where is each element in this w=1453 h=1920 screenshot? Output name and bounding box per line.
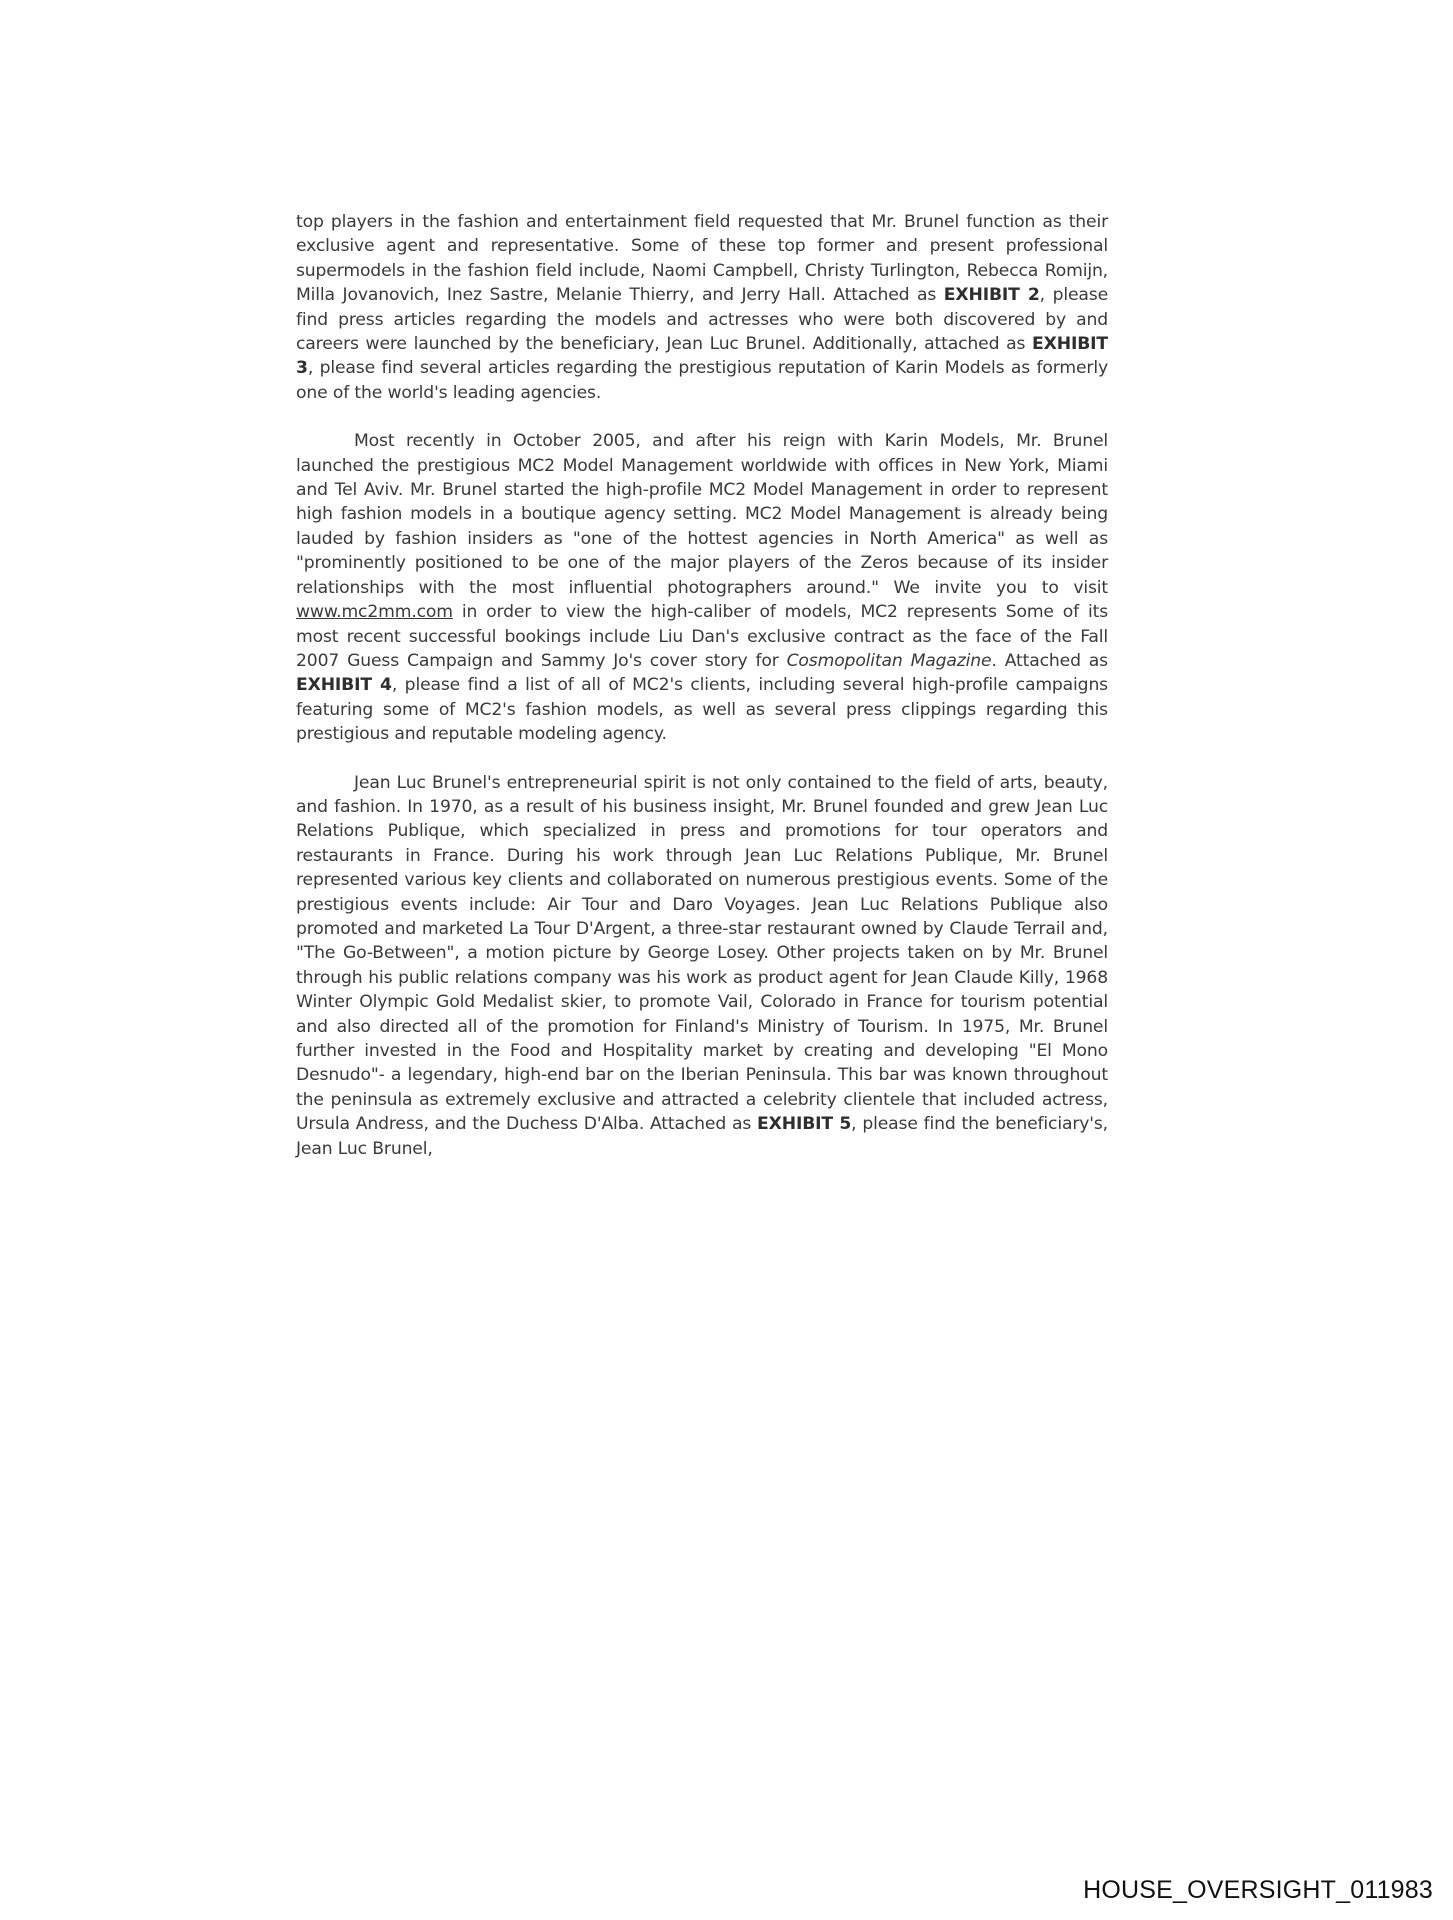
magazine-title: Cosmopolitan Magazine xyxy=(786,650,992,671)
exhibit-4-label: EXHIBIT 4 xyxy=(296,675,392,696)
mc2mm-website-link[interactable]: www.mc2mm.com xyxy=(296,602,453,623)
exhibit-2-label: EXHIBIT 2 xyxy=(943,285,1040,306)
bates-number: HOUSE_OVERSIGHT_011983 xyxy=(1083,1876,1433,1904)
text-segment: . Attached as xyxy=(991,650,1108,671)
text-segment: in order to view the high-caliber of models, MC2 represents Some of its most recent successful bookings include Liu Dan's exclusive contract as the face of the Fall 2007 Guess Campaign and Sammy Jo's cover story for xyxy=(296,602,1108,671)
paragraph-mc2-model-management xyxy=(296,429,1108,746)
paragraph-entrepreneurial-spirit xyxy=(296,771,1108,1162)
document-body xyxy=(296,210,1108,1185)
text-segment: , please find the beneficiary's, Jean Luc Brunel, xyxy=(296,1114,1108,1159)
text-segment: Most recently in October 2005, and after his reign with Karin Models, Mr. Brunel launched the prestigious MC2 Model Management worldwide with offices in New York, Miami and Tel Aviv. Mr. Brunel started the high-profile MC2 Model Management in order to represent high fashion models in a boutique agency setting. MC2 Model Management is already being lauded by fashion insiders as "one of the hottest agencies in North America" as well as "prominently positioned to be one of the major players of the Zeros because of its insider relationships with the most influential photographers around." We invite you to visit xyxy=(296,431,1108,598)
text-segment: , please find several articles regarding the prestigious reputation of Karin Models as formerly one of the world's leading agencies. xyxy=(296,358,1108,403)
paragraph-models-exhibits xyxy=(296,210,1108,405)
exhibit-5-label: EXHIBIT 5 xyxy=(757,1114,852,1135)
text-segment: Jean Luc Brunel's entrepreneurial spirit is not only contained to the field of arts, beauty, and fashion. In 1970, as a result of his business insight, Mr. Brunel founded and grew Jean Luc Relations Publique, which specialized in press and promotions for tour operators and restaurants in France. During his work through Jean Luc Relations Publique, Mr. Brunel represented various key clients and collaborated on numerous prestigious events. Some of the prestigious events include: Air Tour and Daro Voyages. Jean Luc Relations Publique also promoted and marketed La Tour D'Argent, a three-star restaurant owned by Claude Terrail and, "The Go-Between", a motion picture by George Losey. Other projects taken on by Mr. Brunel through his public relations company was his work as product agent for Jean Claude Killy, 1968 Winter Olympic Gold Medalist skier, to promote Vail, Colorado in France for tourism potential and also directed all of the promotion for Finland's Ministry of Tourism. In 1975, Mr. Brunel further invested in the Food and Hospitality market by creating and developing "El Mono Desnudo"- a legendary, high-end bar on the Iberian Peninsula. This bar was known throughout the peninsula as extremely exclusive and attracted a celebrity clientele that included actress, Ursula Andress, and the Duchess D'Alba. Attached as xyxy=(296,772,1108,1135)
text-segment: , please find press articles regarding the models and actresses who were both discovered by and careers were launched by the beneficiary, Jean Luc Brunel. Additionally, attached as xyxy=(296,285,1108,355)
text-segment: , please find a list of all of MC2's clients, including several high-profile campaigns featuring some of MC2's fashion models, as well as several press clippings regarding this prestigious and reputable modeling agency. xyxy=(296,675,1108,745)
text-segment: top players in the fashion and entertainment field requested that Mr. Brunel function as their exclusive agent and representative. Some of these top former and present professional supermodels in the fashion field include, Naomi Campbell, Christy Turlington, Rebecca Romijn, Milla Jovanovich, Inez Sastre, Melanie Thierry, and Jerry Hall. Attached as xyxy=(296,212,1108,306)
exhibit-3-label: EXHIBIT 3 xyxy=(296,334,1108,379)
